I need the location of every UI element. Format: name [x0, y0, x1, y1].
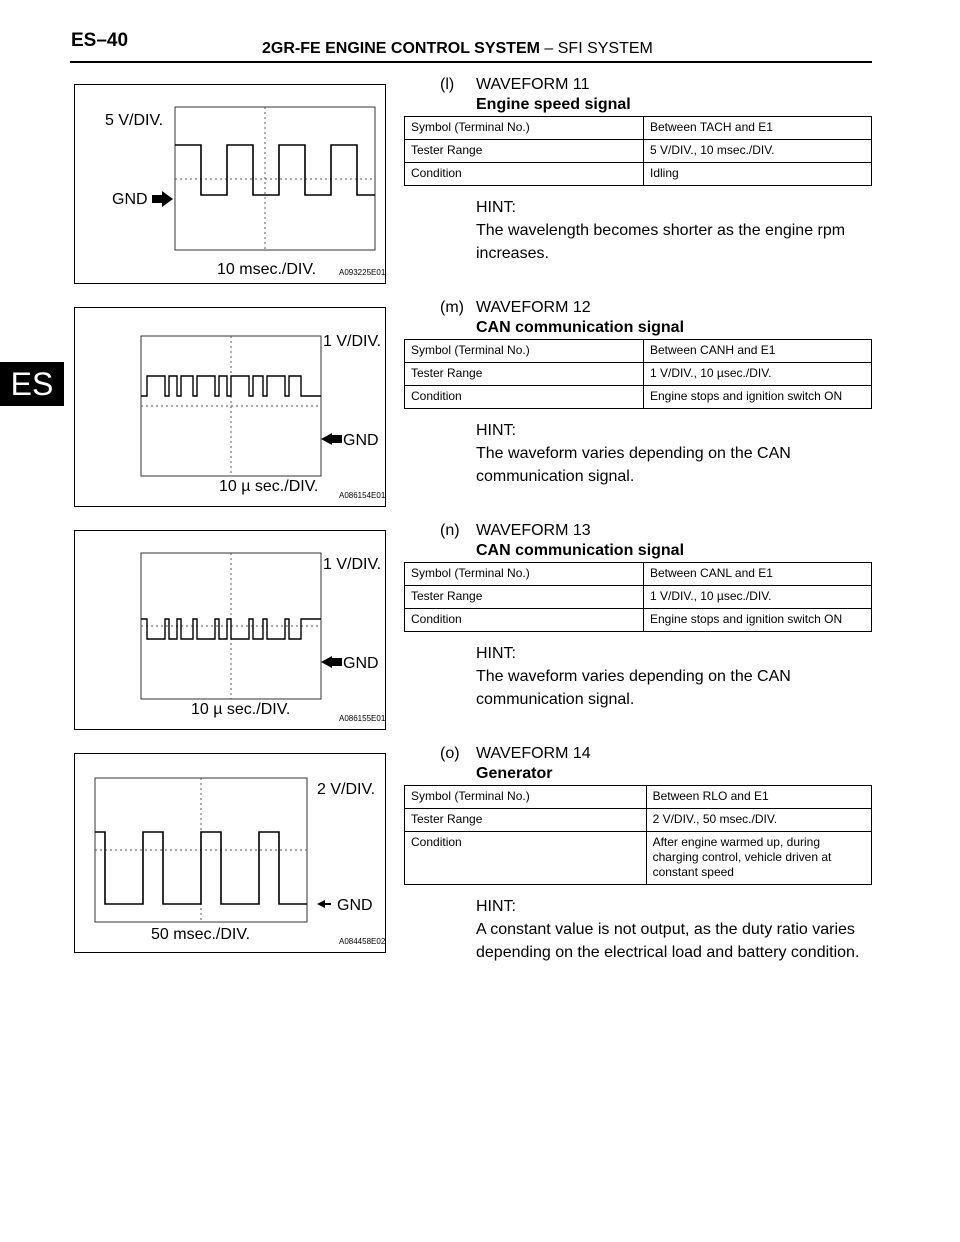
table-row: Condition Idling [405, 163, 872, 186]
gnd-arrow-icon [321, 433, 342, 445]
step-subheading: CAN communication signal [476, 319, 685, 336]
hint-text: The wavelength becomes shorter as the engine rpm increases. [476, 222, 846, 262]
table-row: Condition After engine warmed up, during charging control, vehicle driven at constant speed [405, 832, 872, 885]
figure-code: A086154E01 [339, 491, 385, 500]
table-row: Tester Range 1 V/DIV., 10 µsec./DIV. [405, 363, 872, 386]
spec-table [404, 562, 872, 632]
waveform-14-svg [75, 754, 385, 952]
table-row: Symbol (Terminal No.) Between CANH and E1 [405, 340, 872, 363]
hint-block [476, 419, 886, 488]
gnd-label: GND [112, 191, 148, 208]
step-heading: (l) WAVEFORM 11 [440, 76, 590, 93]
hint-text: The waveform varies depending on the CAN communication signal. [476, 445, 791, 485]
gnd-label: GND [337, 897, 373, 914]
hint-text: A constant value is not output, as the duty ratio varies depending on the electrical load and battery condition. [476, 921, 860, 961]
spec-table [404, 116, 872, 186]
waveform-12-svg [75, 308, 385, 506]
table-row: Symbol (Terminal No.) Between RLO and E1 [405, 786, 872, 809]
figure-code: A084458E02 [339, 937, 385, 946]
volt-div-label: 1 V/DIV. [323, 333, 382, 350]
hint-label: HINT: [476, 422, 516, 439]
gnd-arrow-icon [152, 191, 173, 207]
section-side-tab: ES [0, 362, 64, 406]
waveform-figure-13 [74, 530, 386, 730]
table-row: Symbol (Terminal No.) Between CANL and E1 [405, 563, 872, 586]
gnd-arrow-icon [317, 900, 331, 908]
hint-block [476, 895, 886, 964]
step-subheading: CAN communication signal [476, 542, 685, 559]
figure-code: A093225E01 [339, 268, 385, 277]
gnd-label: GND [343, 432, 379, 449]
hint-label: HINT: [476, 199, 516, 216]
spec-table [404, 785, 872, 885]
step-subheading: Generator [476, 765, 553, 782]
table-row: Condition Engine stops and ignition switch ON [405, 609, 872, 632]
header-title-bold: 2GR-FE ENGINE CONTROL SYSTEM [262, 40, 540, 57]
table-row: Tester Range 5 V/DIV., 10 msec./DIV. [405, 140, 872, 163]
gnd-label: GND [343, 655, 379, 672]
waveform-11-svg [75, 85, 385, 283]
time-div-label: 10 µ sec./DIV. [219, 478, 319, 495]
time-div-label: 10 µ sec./DIV. [191, 701, 291, 718]
table-row: Symbol (Terminal No.) Between TACH and E1 [405, 117, 872, 140]
hint-label: HINT: [476, 898, 516, 915]
waveform-figure-12 [74, 307, 386, 507]
page-number: ES–40 [71, 30, 129, 51]
step-subheading: Engine speed signal [476, 96, 631, 113]
page-header-title [262, 40, 653, 58]
step-heading: (o) WAVEFORM 14 [440, 745, 591, 762]
header-title-rest: – SFI SYSTEM [539, 40, 653, 57]
waveform-figure-14 [74, 753, 386, 953]
step-heading: (n) WAVEFORM 13 [440, 522, 591, 539]
hint-label: HINT: [476, 645, 516, 662]
hint-block [476, 196, 886, 265]
volt-div-label: 5 V/DIV. [105, 112, 164, 129]
volt-div-label: 2 V/DIV. [317, 781, 376, 798]
table-row: Tester Range 1 V/DIV., 10 µsec./DIV. [405, 586, 872, 609]
volt-div-label: 1 V/DIV. [323, 556, 382, 573]
waveform-figure-11 [74, 84, 386, 284]
header-divider [70, 61, 872, 63]
time-div-label: 50 msec./DIV. [151, 926, 251, 943]
time-div-label: 10 msec./DIV. [217, 261, 317, 278]
spec-table [404, 339, 872, 409]
figure-code: A086155E01 [339, 714, 385, 723]
table-row: Tester Range 2 V/DIV., 50 msec./DIV. [405, 809, 872, 832]
waveform-13-svg [75, 531, 385, 729]
hint-text: The waveform varies depending on the CAN communication signal. [476, 668, 791, 708]
table-row: Condition Engine stops and ignition switch ON [405, 386, 872, 409]
step-heading: (m) WAVEFORM 12 [440, 299, 591, 316]
hint-block [476, 642, 886, 711]
gnd-arrow-icon [321, 656, 342, 668]
